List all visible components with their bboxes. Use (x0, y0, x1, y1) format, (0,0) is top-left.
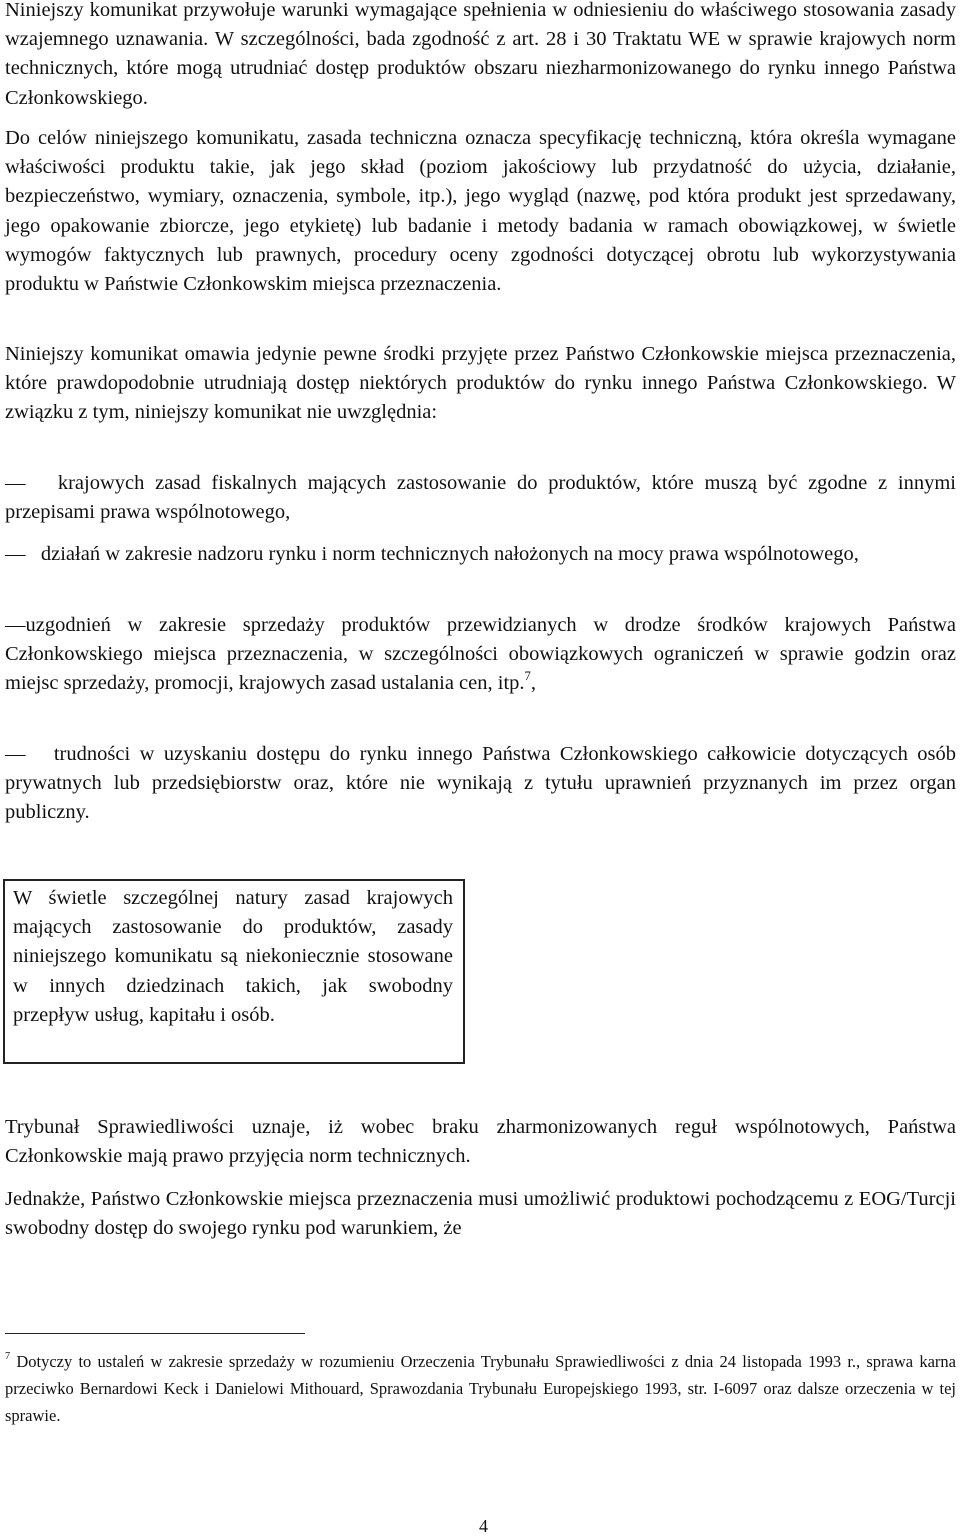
paragraph-intro: Niniejszy komunikat przywołuje warunki wymagające spełnienia w odniesieniu do właściwego stosowania zasady wzajemnego uznawania. W szczególności, bada zgodność z art. 28 i 30 Traktatu WE w sprawie krajowych norm technicznych, które mogą utrudniać dostęp produktów obszaru niezharmonizowanego do rynku innego Państwa Członkowskiego. (5, 0, 956, 109)
list-item-text: trudności w uzyskaniu dostępu do rynku innego Państwa Członkowskiego całkowicie dotyczących osób prywatnych lub przedsiębiorstw oraz, które nie wynikają z tytułu uprawnień przyznanych im przez organ publiczny. (5, 743, 956, 824)
footnote (5, 1348, 956, 1429)
list-item-selling-arrangements (5, 611, 956, 699)
dash-marker: — (5, 472, 26, 494)
paragraph-scope: Niniejszy komunikat omawia jedynie pewne środki przyjęte przez Państwo Członkowskie miejsca przeznaczenia, które prawdopodobnie utrudniają dostęp niektórych produktów do rynku innego Państwa Członkowskiego. W związku z tym, niniejszy komunikat nie uwzględnia: (5, 343, 956, 424)
dash-marker: — (5, 743, 26, 765)
paragraph-court-ruling: Trybunał Sprawiedliwości uznaje, iż wobec braku zharmonizowanych reguł wspólnotowych, Państwa Członkowskie mają prawo przyjęcia norm technicznych. (5, 1116, 956, 1168)
list-item-text: uzgodnień w zakresie sprzedaży produktów przewidzianych w drodze środków krajowych Państwa Członkowskiego miejsca przeznaczenia, w szczególności obowiązkowych ograniczeń w sprawie godzin oraz miejsc sprzedaży, promocji, krajowych zasad ustalania cen, itp. (5, 614, 956, 695)
list-item-fiscal-rules (5, 469, 956, 527)
footnote-number: 7 (5, 1351, 11, 1363)
page-number: 4 (479, 1516, 488, 1536)
list-item-text: działań w zakresie nadzoru rynku i norm technicznych nałożonych na mocy prawa wspólnotowego, (40, 543, 859, 565)
list-item-text: krajowych zasad fiskalnych mających zastosowanie do produktów, które muszą być zgodne z innymi przepisami prawa wspólnotowego, (5, 472, 956, 524)
footnote-reference[interactable]: 7 (524, 669, 531, 684)
dash-marker: — (5, 614, 26, 636)
list-item-private-barriers (5, 740, 956, 828)
footnote-separator (5, 1333, 305, 1334)
paragraph-however: Jednakże, Państwo Członkowskie miejsca przeznaczenia musi umożliwić produktowi pochodzącemu z EOG/Turcji swobodny dostęp do swojego rynku pod warunkiem, że (5, 1188, 956, 1240)
footnote-text: Dotyczy to ustaleń w zakresie sprzedaży w rozumieniu Orzeczenia Trybunału Sprawiedliwości z dnia 24 listopada 1993 r., sprawa karna przeciwko Bernardowi Keck i Danielowi Mithouard, Sprawozdania Trybunału Europejskiego 1993, str. I-6097 oraz dalsze orzeczenia w tej sprawie. (5, 1352, 956, 1425)
list-item-punctuation: , (530, 672, 537, 695)
dash-marker: — (5, 543, 26, 565)
paragraph-technical-rule-definition: Do celów niniejszego komunikatu, zasada techniczna oznacza specyfikację techniczną, która określa wymagane właściwości produktu takie, jak jego skład (poziom jakościowy lub przydatność do użycia, działanie, bezpieczeństwo, wymiary, oznaczenia, symbole, itp.), jego wygląd (nazwę, pod która produkt jest sprzedawany, jego opakowanie zbiorcze, jego etykietę) lub badanie i metody badania w ramach obowiązkowej, w świetle wymogów faktycznych lub prawnych, procedury oceny zgodności dotyczącej obrotu lub wykorzystywania produktu w Państwie Członkowskim miejsca przeznaczenia. (5, 127, 956, 296)
boxed-note: W świetle szczególnej natury zasad krajowych mających zastosowanie do produktów, zasady niniejszego komunikatu są niekoniecznie stosowane w innych dziedzinach takich, jak swobodny przepływ usług, kapitału i osób. (3, 879, 465, 1064)
list-item-market-surveillance (5, 540, 956, 569)
